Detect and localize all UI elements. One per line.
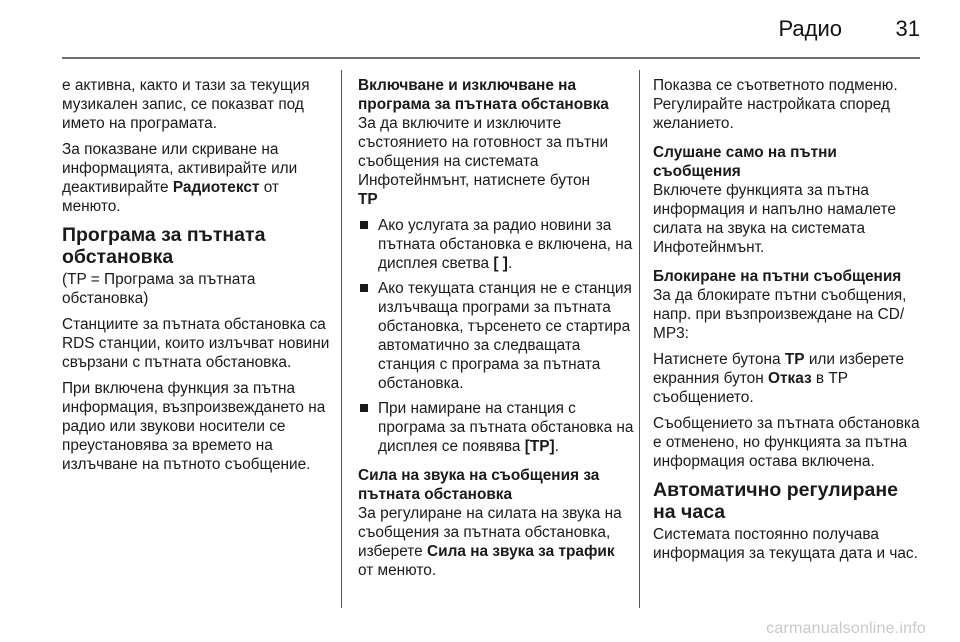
paragraph: За показване или скриване на информацията, активирайте или деактивирайте Радиотекст от менюто. [62, 141, 298, 215]
watermark: carmanualsonline.info [766, 620, 926, 637]
paragraph: За регулиране на силата на звука на съобщения за пътната обстановка, изберете Сила на звука за трафик от менюто. [358, 505, 622, 579]
paragraph: За да включите и изключите състоянието на готовност за пътни съобщения на системата Инфотейнмънт, натиснете бутон TP [358, 115, 609, 208]
bullet-icon [360, 284, 368, 292]
header-rule [62, 57, 920, 59]
list-item: Ако услугата за радио новини за пътната обстановка е включена, на дисплея светва [ ]. [358, 216, 634, 273]
paragraph: За да блокирате пътни съобщения, напр. при възпроизвеждане на CD/ MP3: [653, 287, 907, 342]
subsection-heading: Сила на звука на съобщения за пътната обстановка [358, 467, 600, 503]
page-header-title: Радио [778, 16, 842, 41]
bullet-list [358, 216, 634, 456]
bullet-icon [360, 221, 368, 229]
button-term: Отказ [768, 370, 812, 387]
section-heading: Автоматично регулиране на часа [653, 479, 898, 523]
column-divider-2 [639, 70, 640, 608]
paragraph: Натиснете бутона TP или изберете екранния бутон Отказ в TP съобщението. [653, 351, 905, 406]
column-3 [653, 76, 925, 570]
subsection-heading: Слушане само на пътни съобщения [653, 144, 837, 180]
list-item: При намиране на станция с програма за пътната обстановка на дисплея се появява [TP]. [358, 399, 634, 456]
paragraph: При включена функция за пътна информация, възпроизвеждането на радио или звукови носители се преустановява за времето на излъчване на пътното съобщение. [62, 380, 326, 473]
button-term: TP [358, 191, 378, 208]
subsection-heading: Включване и изключване на програма за пътната обстановка [358, 77, 609, 113]
paragraph: Включете функцията за пътна информация и напълно намалете силата на звука на системата Инфотейнмънт. [653, 182, 896, 256]
paragraph: Системата постоянно получава информация за текущата дата и час. [653, 526, 918, 562]
section-heading: Програма за пътната обстановка [62, 224, 266, 268]
paragraph: (TP = Програма за пътната обстановка) [62, 271, 256, 307]
button-term: TP [784, 351, 805, 368]
page-number: 31 [895, 16, 920, 41]
menu-term: Радиотекст [172, 179, 260, 196]
paragraph: Показва се съответното подменю. Регулирайте настройката според желанието. [653, 77, 898, 132]
column-2 [358, 76, 634, 587]
bullet-icon [360, 404, 368, 412]
subsection-heading: Блокиране на пътни съобщения [653, 268, 902, 285]
paragraph: Съобщението за пътната обстановка е отменено, но функцията за пътна информация остава включена. [653, 415, 920, 470]
paragraph: е активна, както и тази за текущия музикален запис, се показват под името на програмата. [62, 77, 310, 132]
paragraph: Станциите за пътната обстановка са RDS станции, които излъчват новини свързани с пътната обстановка. [62, 316, 330, 371]
column-divider-1 [341, 70, 342, 608]
list-item: Ако текущата станция не е станция излъчваща програми за пътната обстановка, търсенето се стартира автоматично за следващата станция с програма за пътната обстановка. [358, 279, 634, 393]
menu-term: Сила на звука за трафик [427, 543, 615, 560]
column-1 [62, 76, 334, 481]
